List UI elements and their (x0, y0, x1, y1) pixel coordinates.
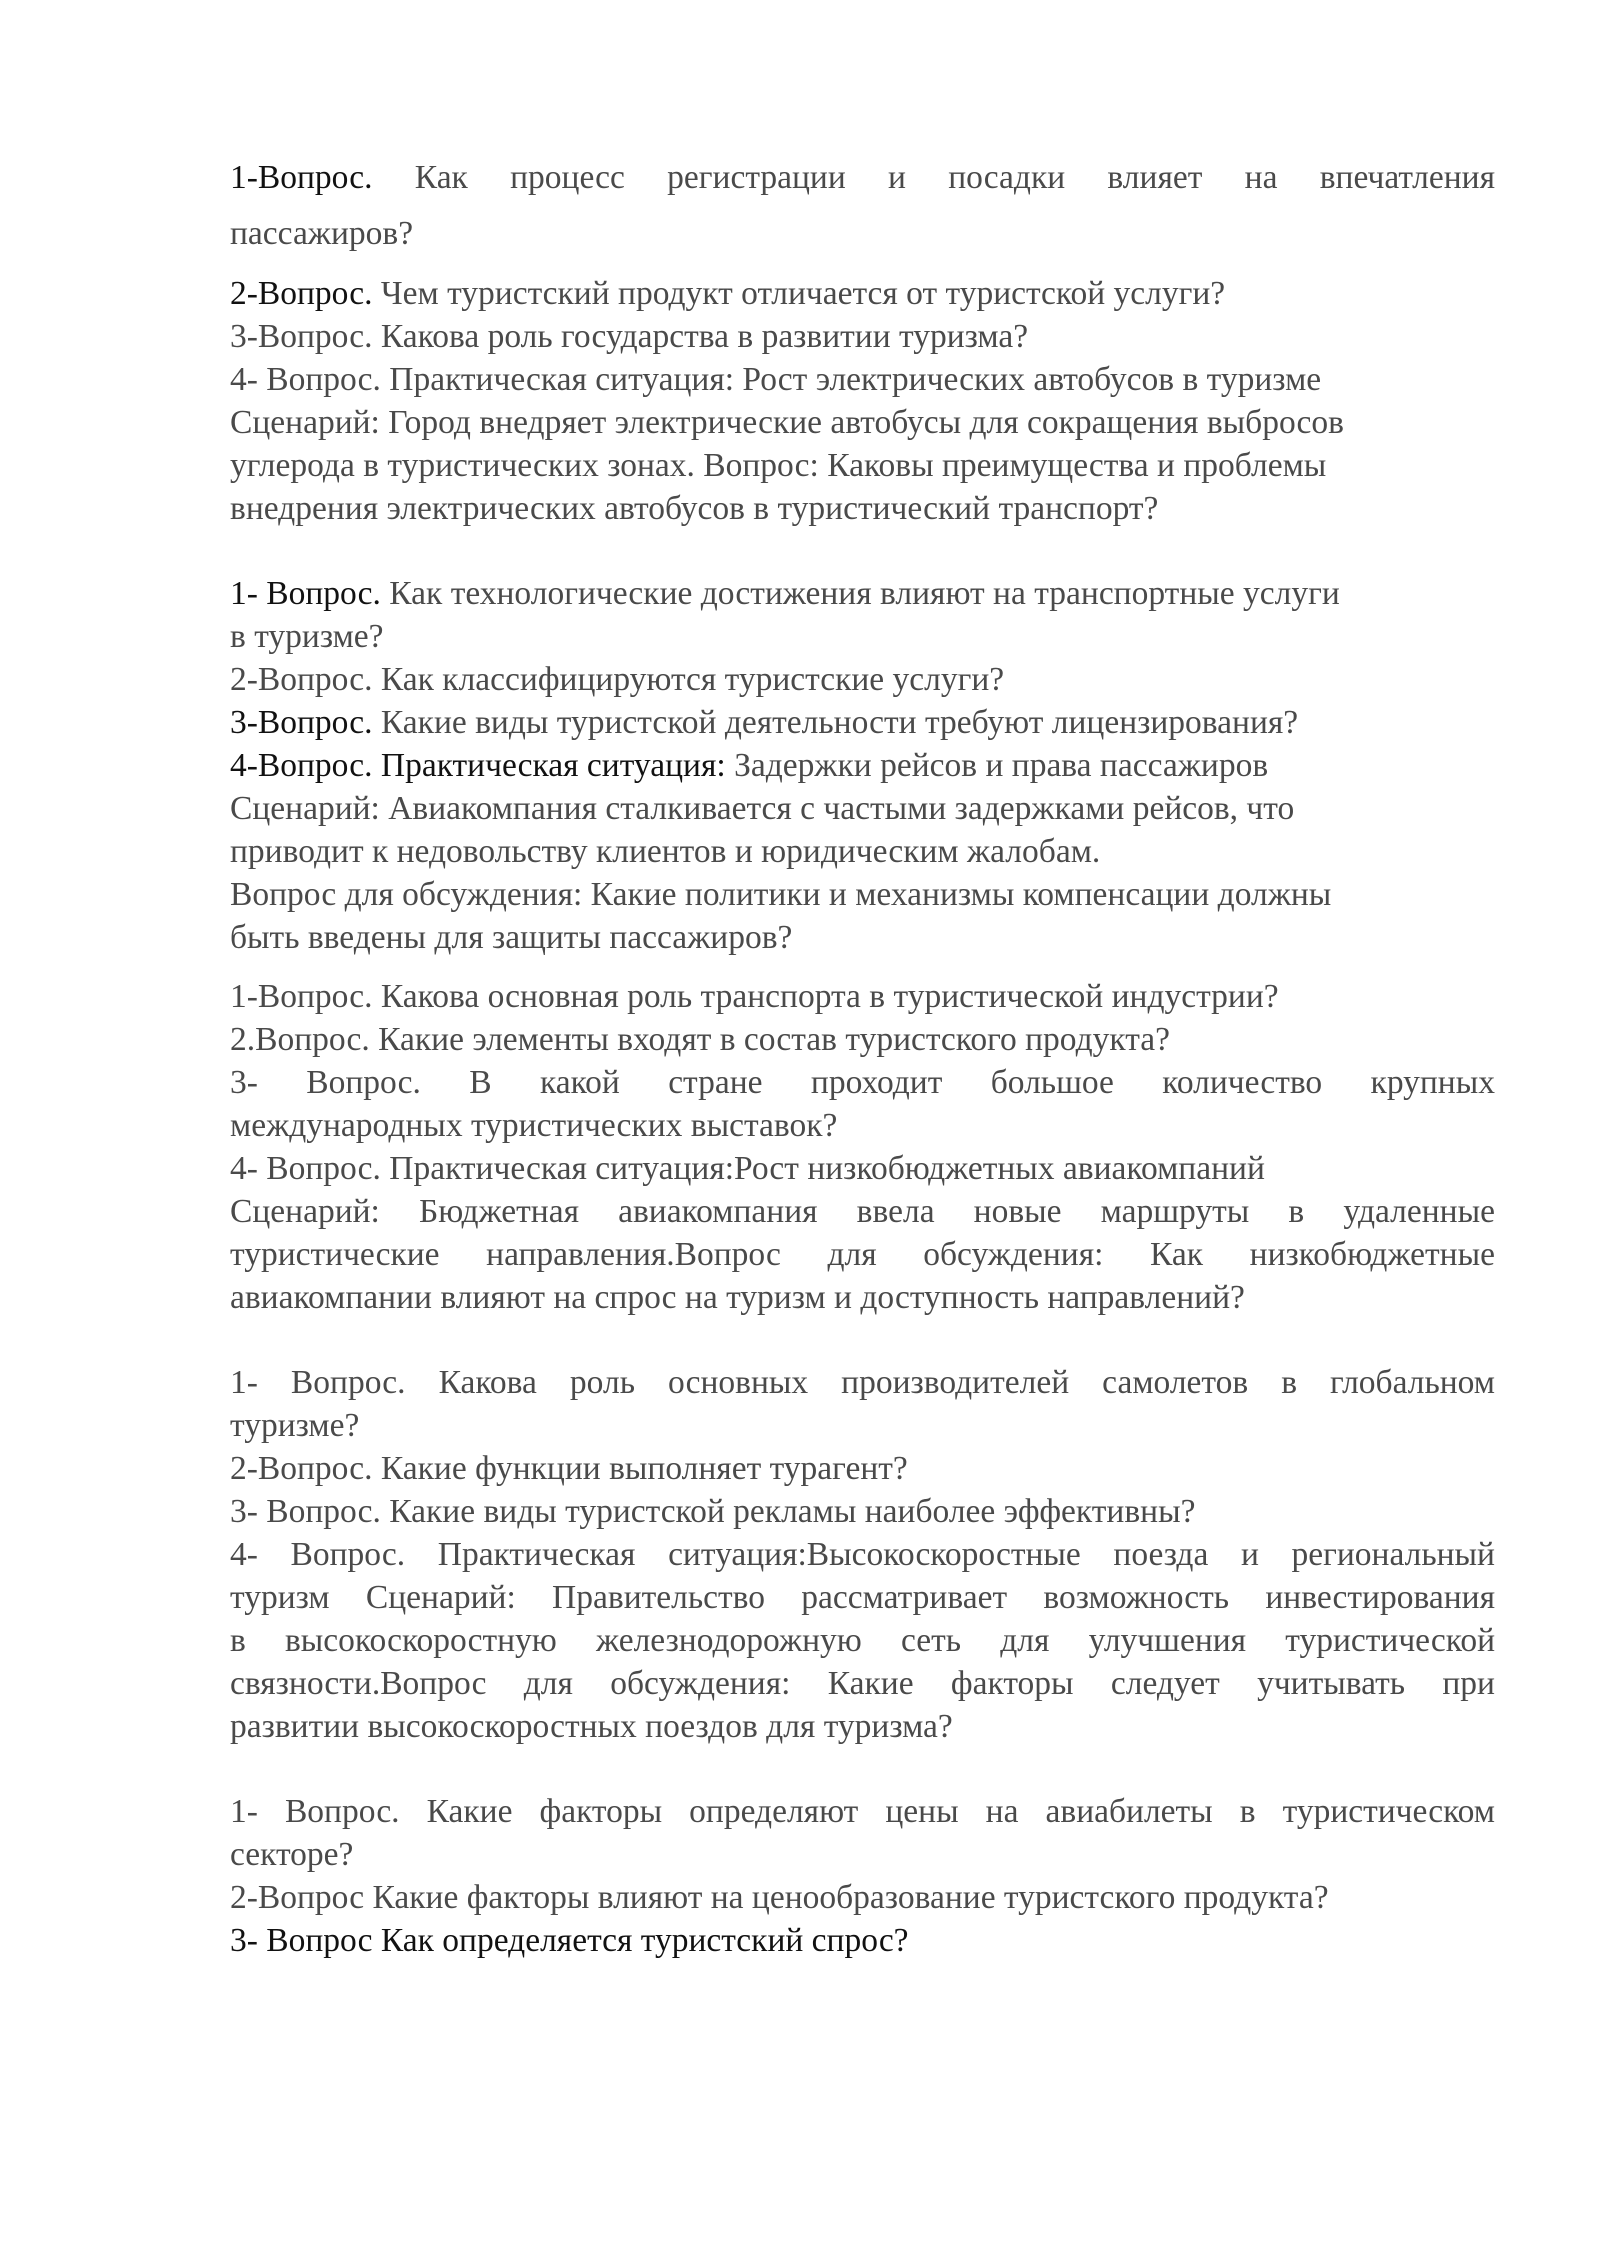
question-line: авиакомпании влияют на спрос на туризм и доступность направлений? (230, 1279, 1245, 1316)
question-block-4 (230, 1361, 1495, 1748)
question-block-3 (230, 975, 1495, 1319)
question-line: 4- Вопрос. Практическая ситуация:Рост низкобюджетных авиакомпаний (230, 1150, 1265, 1187)
question-line: 2-Вопрос. Какие функции выполняет турагент? (230, 1450, 908, 1487)
question-label: 1-Вопрос. (230, 159, 373, 196)
question-line (230, 701, 1495, 744)
question-line: 2-Вопрос. Как классифицируются туристские услуги? (230, 661, 1005, 698)
question-line: связности.Вопрос для обсуждения: Какие факторы следует учитывать при (230, 1665, 1495, 1702)
question-label: 1- Вопрос. (230, 575, 381, 612)
question-line: Сценарий: Бюджетная авиакомпания ввела новые маршруты в удаленные (230, 1193, 1495, 1230)
question-line: углерода в туристических зонах. Вопрос: Каковы преимущества и проблемы (230, 447, 1327, 484)
question-block-5 (230, 1790, 1495, 1962)
question-line: 3- Вопрос. В какой стране проходит большое количество крупных (230, 1064, 1495, 1101)
question-line: 4- Вопрос. Практическая ситуация: Рост электрических автобусов в туризме (230, 361, 1322, 398)
question-label: 4-Вопрос. Практическая ситуация: (230, 747, 726, 784)
question-line: 1-Вопрос. Какова основная роль транспорта в туристической индустрии? (230, 978, 1279, 1015)
question-label: 2-Вопрос. (230, 275, 373, 312)
question-line: Сценарий: Город внедряет электрические автобусы для сокращения выбросов (230, 404, 1344, 441)
question-line (230, 150, 1495, 206)
question-line: Сценарий: Авиакомпания сталкивается с частыми задержками рейсов, что (230, 790, 1295, 827)
question-text: Задержки рейсов и права пассажиров (725, 747, 1269, 784)
question-line: туризме? (230, 1407, 360, 1444)
question-line: 2-Вопрос Какие факторы влияют на ценообразование туристского продукта? (230, 1879, 1329, 1916)
document-page (230, 150, 1495, 1962)
question-text: Чем туристский продукт отличается от туристской услуги? (372, 275, 1226, 312)
question-line (230, 744, 1495, 787)
question-line: приводит к недовольству клиентов и юридическим жалобам. (230, 833, 1101, 870)
question-label: 3-Вопрос. (230, 704, 373, 741)
question-line: в туризме? (230, 618, 384, 655)
question-line (230, 272, 1495, 315)
question-line: пассажиров? (230, 215, 414, 252)
question-line: 1- Вопрос. Какие факторы определяют цены на авиабилеты в туристическом (230, 1793, 1495, 1830)
question-block-2 (230, 572, 1495, 959)
question-text: Какие виды туристской деятельности требуют лицензирования? (372, 704, 1299, 741)
question-line: 3- Вопрос Как определяется туристский спрос? (230, 1922, 909, 1959)
question-line: 3-Вопрос. Какова роль государства в развитии туризма? (230, 318, 1029, 355)
question-line: внедрения электрических автобусов в туристический транспорт? (230, 490, 1159, 527)
question-text: Как процесс регистрации и посадки влияет на впечатления (372, 159, 1495, 196)
question-line: 1- Вопрос. Какова роль основных производителей самолетов в глобальном (230, 1364, 1495, 1401)
question-line: развитии высокоскоростных поездов для туризма? (230, 1708, 953, 1745)
question-line: Вопрос для обсуждения: Какие политики и механизмы компенсации должны (230, 876, 1332, 913)
question-line: секторе? (230, 1836, 354, 1873)
question-line: 3- Вопрос. Какие виды туристской рекламы наиболее эффективны? (230, 1493, 1196, 1530)
question-line (230, 572, 1495, 615)
question-line: быть введены для защиты пассажиров? (230, 919, 793, 956)
question-line: международных туристических выставок? (230, 1107, 838, 1144)
question-block-1 (230, 150, 1495, 530)
question-line: 4- Вопрос. Практическая ситуация:Высокоскоростные поезда и региональный (230, 1536, 1495, 1573)
question-line: в высокоскоростную железнодорожную сеть для улучшения туристической (230, 1622, 1495, 1659)
question-line: туристические направления.Вопрос для обсуждения: Как низкобюджетные (230, 1236, 1495, 1273)
question-line: туризм Сценарий: Правительство рассматривает возможность инвестирования (230, 1579, 1495, 1616)
question-line: 2.Вопрос. Какие элементы входят в состав туристского продукта? (230, 1021, 1171, 1058)
question-text: Как технологические достижения влияют на транспортные услуги (380, 575, 1340, 612)
